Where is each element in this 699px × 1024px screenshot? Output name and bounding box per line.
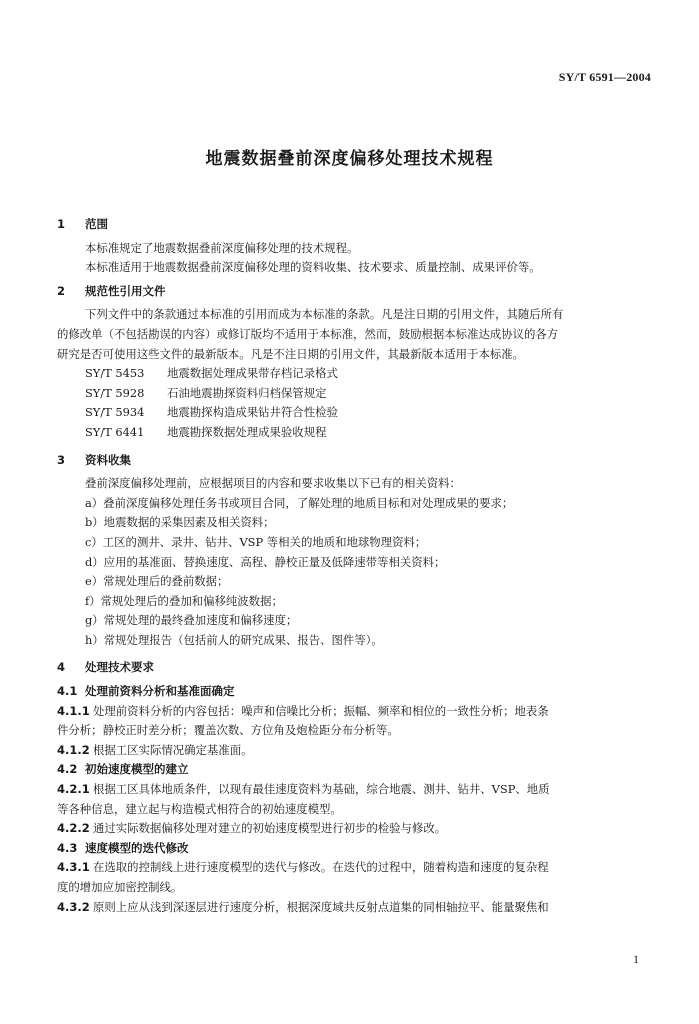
document-title: 地震数据叠前深度偏移处理技术规程 [205, 149, 494, 169]
subsection-title: 速度模型的迭代修改 [85, 840, 189, 855]
section-title: 资料收集 [85, 452, 131, 467]
list-item: b）地震数据的采集因素及相关资料； [85, 515, 275, 530]
section-title: 范围 [85, 217, 108, 231]
clause-text: 在选取的控制线上进行速度模型的迭代与修改。在迭代的过程中，随着构造和速度的复杂程 [93, 860, 549, 875]
section-4-heading [57, 658, 645, 678]
reference-item [57, 403, 645, 423]
paragraph-line: 研究是否可使用这些文件的最新版本。凡是不注日期的引用文件，其最新版本适用于本标准。 [57, 346, 525, 361]
list-item: f）常规处理后的叠加和偏移纯波数据； [85, 593, 283, 608]
list-item: a）叠前深度偏移处理任务书或项目合同，了解处理的地质目标和对处理成果的要求； [85, 495, 514, 510]
paragraph-line: 的修改单（不包括勘误的内容）或修订版均不适用于本标准，然而，鼓励根据本标准达成协议的各方 [57, 326, 559, 341]
reference-name: 地震勘探构造成果钻井符合性检验 [167, 405, 338, 420]
document-body [57, 215, 645, 917]
clause-4-3-2 [57, 898, 645, 918]
list-item: d）应用的基准面、替换速度、高程、静校正量及低降速带等相关资料； [85, 554, 446, 569]
reference-name: 地震数据处理成果带存档记录格式 [167, 366, 338, 381]
reference-name: 地震勘探数据处理成果验收规程 [167, 424, 327, 439]
reference-item [57, 423, 645, 443]
clause-number: 4.3.1 [57, 860, 90, 875]
clause-4-2-2 [57, 819, 645, 839]
clause-text: 处理前资料分析的内容包括：噪声和信噪比分析；振幅、频率和相位的一致性分析；地表条 [93, 703, 549, 718]
subsection-number: 4.3 [57, 840, 78, 855]
paragraph: 本标准规定了地震数据叠前深度偏移处理的技术规程。 [85, 240, 359, 255]
section-title: 处理技术要求 [85, 660, 154, 675]
reference-item [57, 364, 645, 384]
subsection-number: 4.1 [57, 684, 78, 699]
section-title: 规范性引用文件 [85, 283, 166, 298]
section-number: 1 [57, 217, 66, 231]
section-3-heading [57, 451, 645, 471]
subsection-title: 处理前资料分析和基准面确定 [85, 684, 235, 699]
clause-number: 4.1.1 [57, 703, 90, 718]
clause-number: 4.1.2 [57, 742, 90, 757]
reference-item [57, 384, 645, 404]
reference-code: SY/T 6441 [85, 424, 145, 439]
reference-code: SY/T 5934 [85, 405, 145, 420]
clause-text: 原则上应从浅到深逐层进行速度分析，根据深度域共反射点道集的同相轴拉平、能量聚焦和 [93, 899, 549, 914]
list-item: c）工区的测井、录井、钻井、VSP 等相关的地质和地球物理资料； [85, 534, 427, 549]
paragraph-line: 下列文件中的条款通过本标准的引用而成为本标准的条款。凡是注日期的引用文件，其随后所有 [85, 307, 564, 322]
clause-4-1-2 [57, 741, 645, 761]
subsection-4-1-heading [57, 682, 645, 702]
list-item: g）常规处理的最终叠加速度和偏移速度； [85, 613, 298, 628]
standard-code: SY/T 6591—2004 [558, 70, 651, 84]
clause-text: 根据工区实际情况确定基准面。 [93, 742, 253, 757]
clause-text: 通过实际数据偏移处理对建立的初始速度模型进行初步的检验与修改。 [93, 821, 447, 836]
section-number: 3 [57, 452, 66, 467]
list-item: h）常规处理报告（包括前人的研究成果、报告、图件等）。 [85, 632, 383, 647]
subsection-4-2-heading [57, 760, 645, 780]
subsection-title: 初始速度模型的建立 [85, 762, 189, 777]
clause-number: 4.3.2 [57, 899, 90, 914]
paragraph: 本标准适用于地震数据叠前深度偏移处理的资料收集、技术要求、质量控制、成果评价等。 [85, 260, 541, 275]
clause-4-1-1 [57, 702, 645, 722]
section-number: 4 [57, 660, 66, 675]
page-number: 1 [633, 952, 639, 966]
clause-4-2-1 [57, 780, 645, 800]
section-1-heading [57, 215, 645, 235]
reference-code: SY/T 5928 [85, 385, 145, 400]
clause-text: 根据工区具体地质条件，以现有最佳速度资料为基础，综合地震、测井、钻井、VSP、地质 [93, 782, 550, 797]
reference-name: 石油地震勘探资料归档保管规定 [167, 385, 327, 400]
reference-code: SY/T 5453 [85, 366, 145, 381]
section-2-heading [57, 282, 645, 302]
clause-continuation: 度的增加应加密控制线。 [57, 880, 183, 894]
section-number: 2 [57, 283, 66, 298]
clause-4-3-1 [57, 858, 645, 878]
clause-number: 4.2.1 [57, 782, 90, 797]
paragraph: 叠前深度偏移处理前，应根据项目的内容和要求收集以下已有的相关资料： [85, 476, 461, 491]
subsection-4-3-heading [57, 839, 645, 859]
subsection-number: 4.2 [57, 762, 78, 777]
list-item: e）常规处理后的叠前数据； [85, 574, 229, 589]
clause-continuation: 等各种信息，建立起与构造模式相符合的初始速度模型。 [57, 801, 342, 816]
clause-number: 4.2.2 [57, 821, 90, 836]
clause-continuation: 件分析；静校正时差分析；覆盖次数、方位角及炮检距分布分析等。 [57, 723, 399, 738]
